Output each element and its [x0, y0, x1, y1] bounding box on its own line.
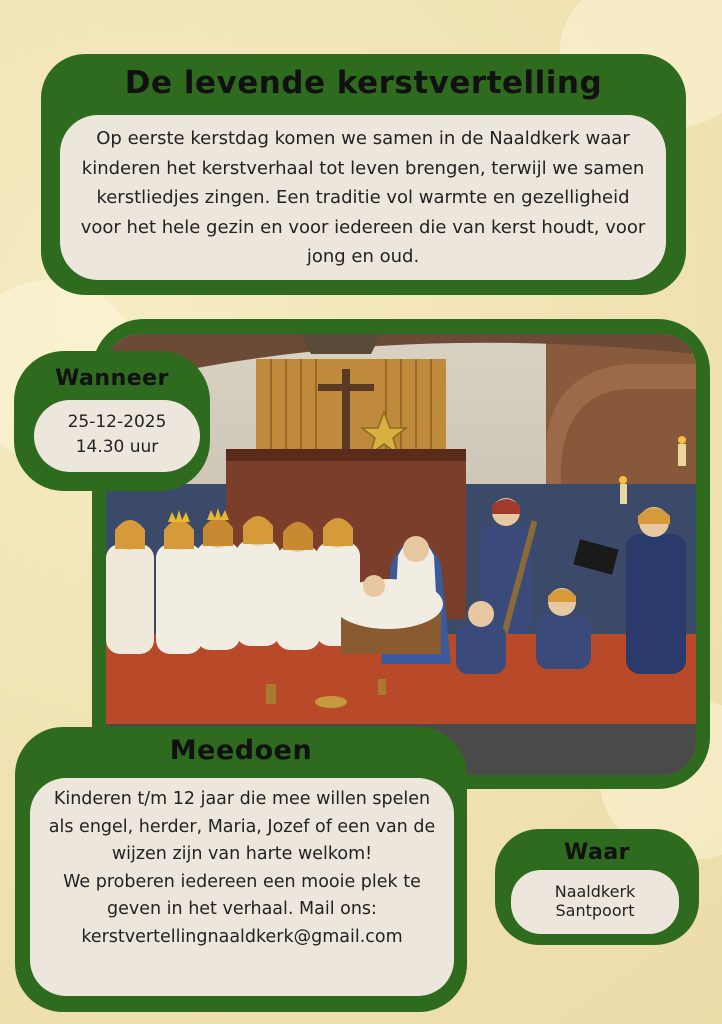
location-church: Naaldkerk [554, 882, 636, 901]
where-title: Waar [563, 840, 631, 865]
event-time: 14.30 uur [75, 437, 159, 457]
event-date: 25-12-2025 [67, 412, 167, 432]
join-title: Meedoen [169, 735, 313, 766]
when-details [34, 400, 200, 472]
location-details [511, 870, 679, 934]
join-text [30, 778, 454, 996]
when-title: Wanneer [55, 366, 169, 391]
location-town: Santpoort [555, 901, 635, 920]
intro-text: Op eerste kerstdag komen we samen in de Naaldkerk waar kinderen het kerstverhaal tot leven brengen, terwijl we samen kerstliedjes zingen. Een traditie vol warmte en gezelligheid voor het hele gezin en voor iedereen die van kerst houdt, voor jong en oud. [60, 115, 666, 280]
contact-email[interactable]: kerstvertellingnaaldkerk@gmail.com [81, 926, 403, 947]
join-invitation: Kinderen t/m 12 jaar die mee willen spelen als engel, herder, Maria, Jozef of een van de wijzen zijn van harte welkom! [48, 789, 436, 864]
join-note: We proberen iedereen een mooie plek te geven in het verhaal. Mail ons: [63, 871, 421, 919]
page-title: De levende kerstvertelling [124, 65, 603, 101]
